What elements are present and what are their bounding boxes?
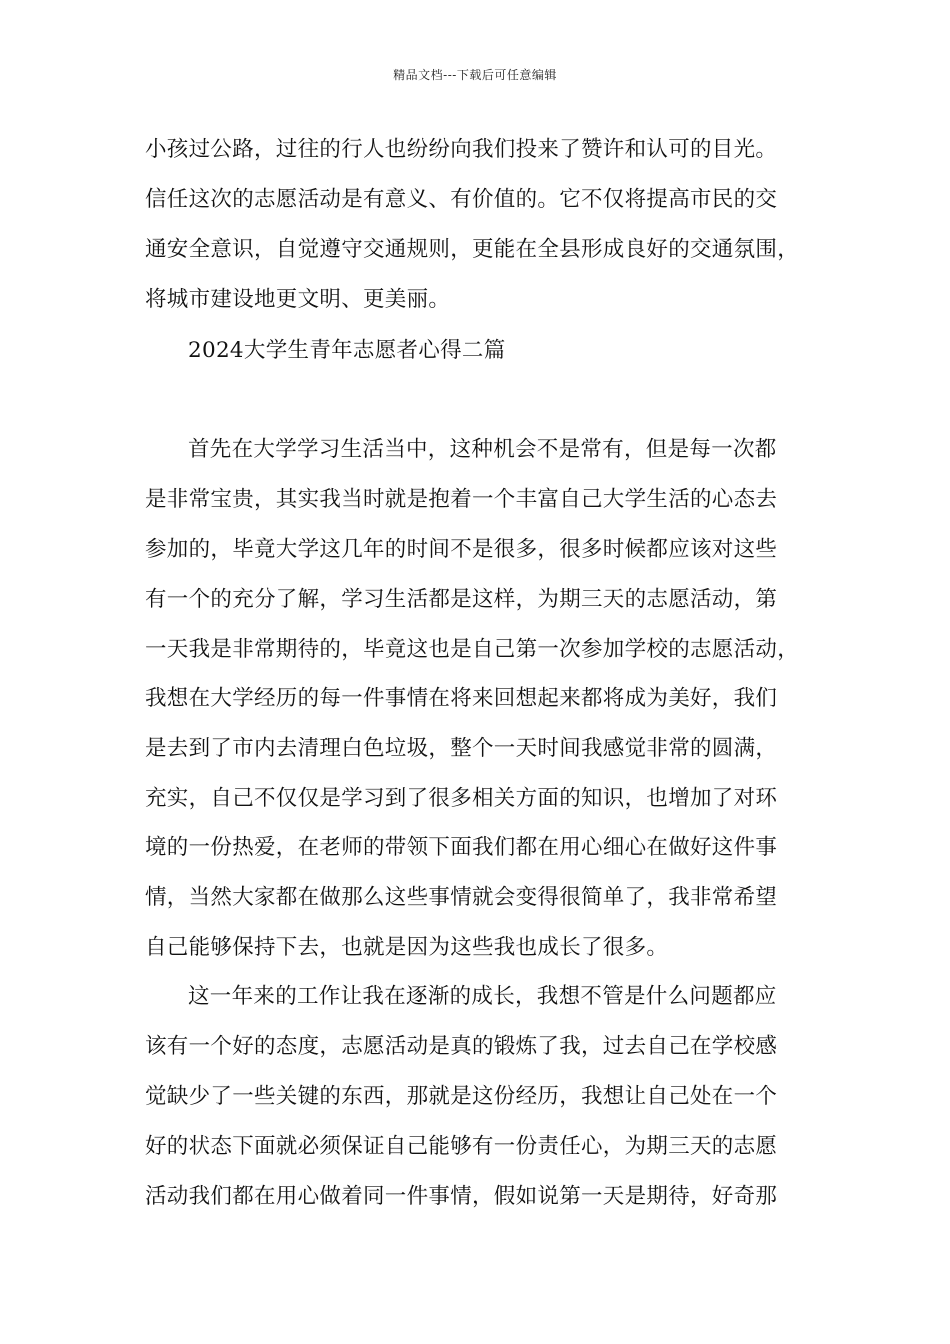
- text-line: 小孩过公路，过往的行人也纷纷向我们投来了赞许和认可的目光。: [145, 137, 778, 162]
- text-line: 该有一个好的态度，志愿活动是真的锻炼了我，过去自己在学校感: [145, 1034, 778, 1059]
- text-line: 是去到了市内去清理白色垃圾，整个一天时间我感觉非常的圆满，: [145, 736, 778, 761]
- text-line: 充实，自己不仅仅是学习到了很多相关方面的知识，也增加了对环: [145, 786, 778, 811]
- text-line: 我想在大学经历的每一件事情在将来回想起来都将成为美好，我们: [145, 686, 778, 711]
- text-line: 通安全意识，自觉遵守交通规则，更能在全县形成良好的交通氛围，: [145, 237, 800, 262]
- text-line: 将城市建设地更文明、更美丽。: [145, 287, 451, 312]
- text-line: 觉缺少了一些关键的东西，那就是这份经历，我想让自己处在一个: [145, 1084, 778, 1109]
- page-header: 精品文档---下载后可任意编辑: [393, 68, 557, 82]
- text-line: 一天我是非常期待的，毕竟这也是自己第一次参加学校的志愿活动，: [145, 637, 800, 662]
- text-line: 境的一份热爱，在老师的带领下面我们都在用心细心在做好这件事: [145, 835, 778, 860]
- text-line: 首先在大学学习生活当中，这种机会不是常有，但是每一次都: [188, 437, 777, 462]
- text-line: 信任这次的志愿活动是有意义、有价值的。它不仅将提高市民的交: [145, 187, 778, 212]
- section-title: 2024大学生青年志愿者心得二篇: [188, 338, 506, 363]
- text-line: 有一个的充分了解，学习生活都是这样，为期三天的志愿活动，第: [145, 587, 778, 612]
- text-line: 参加的，毕竟大学这几年的时间不是很多，很多时候都应该对这些: [145, 537, 778, 562]
- text-line: 这一年来的工作让我在逐渐的成长，我想不管是什么问题都应: [188, 984, 777, 1009]
- text-line: 好的状态下面就必须保证自己能够有一份责任心，为期三天的志愿: [145, 1134, 778, 1159]
- text-line: 情，当然大家都在做那么这些事情就会变得很简单了，我非常希望: [145, 885, 778, 910]
- text-line: 活动我们都在用心做着同一件事情，假如说第一天是期待，好奇那: [145, 1184, 778, 1209]
- text-line: 是非常宝贵，其实我当时就是抱着一个丰富自己大学生活的心态去: [145, 487, 778, 512]
- text-line: 自己能够保持下去，也就是因为这些我也成长了很多。: [145, 935, 669, 960]
